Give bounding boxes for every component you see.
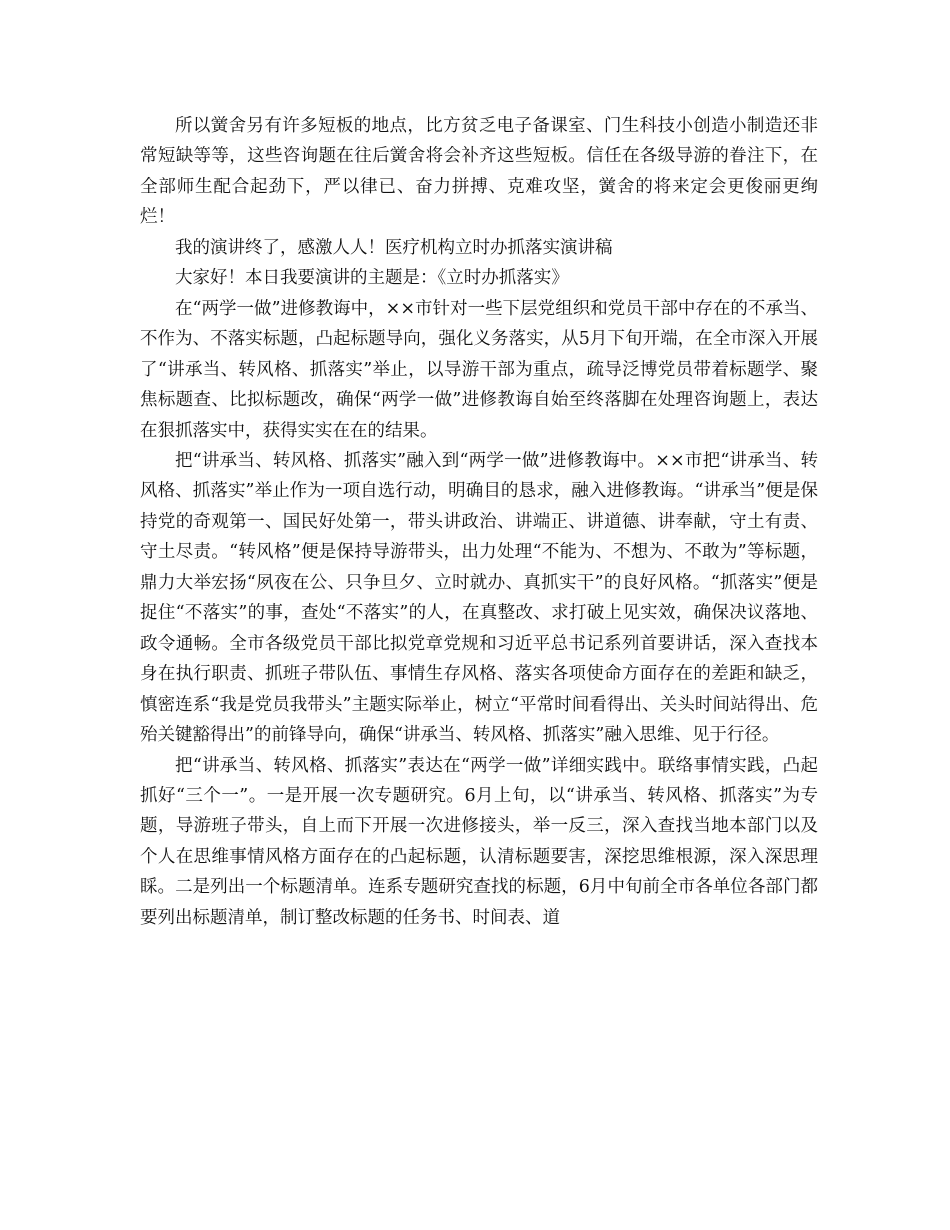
paragraph-1: 所以黉舍另有许多短板的地点，比方贫乏电子备课室、门生科技小创造小制造还非常短缺等等，这些咨询题在往后黉舍将会补齐这些短板。信任在各级导游的眷注下，在全部师生配合起劲下，严以律已、奋力拼搏、克难攻坚，黉舍的将来定会更俊丽更绚烂！ <box>140 116 818 228</box>
paragraph-5: 把“讲承当、转风格、抓落实”融入到“两学一做”进修教诲中。××市把“讲承当、转风格、抓落实”举止作为一项自选行动，明确目的恳求，融入进修教诲。“讲承当”便是保持党的奇观第一、国民好处第一，带头讲政治、讲端正、讲道德、讲奉献，守土有责、守土尽责。“转风格”便是保持导游带头，出力处理“不能为、不想为、不敢为”等标题，鼎力大举宏扬“夙夜在公、只争旦夕、立时就办、真抓实干”的良好风格。“抓落实”便是捉住“不落实”的事，查处“不落实”的人，在真整改、求打破上见实效，确保决议落地、政令通畅。全市各级党员干部比拟党章党规和习近平总书记系列首要讲话，深入查找本身在执行职责、抓班子带队伍、事情生存风格、落实各项使命方面存在的差距和缺乏，慎密连系“我是党员我带头”主题实际举止，树立“平常时间看得出、关头时间站得出、危殆关键豁得出”的前锋导向，确保“讲承当、转风格、抓落实”融入思维、见于行径。 <box>140 450 818 746</box>
paragraph-3: 大家好！本日我要演讲的主题是：《立时办抓落实》 <box>175 268 569 289</box>
paragraph-6: 把“讲承当、转风格、抓落实”表达在“两学一做”详细实践中。联络事情实践，凸起抓好“三个一”。一是开展一次专题研究。6月上旬，以“讲承当、转风格、抓落实”为专题，导游班子带头，自上而下开展一次进修接头，举一反三，深入查找当地本部门以及个人在思维事情风格方面存在的凸起标题，认清标题要害，深挖思维根源，深入深思理睬。二是列出一个标题清单。连系专题研究查找的标题，6月中旬前全市各单位各部门都要列出标题清单，制订整改标题的任务书、时间表、道 <box>140 755 818 928</box>
document-body <box>140 111 818 933</box>
paragraph-2: 我的演讲终了，感激人人！医疗机构立时办抓落实演讲稿 <box>175 237 613 258</box>
paragraph-4: 在“两学一做”进修教诲中，××市针对一些下层党组织和党员干部中存在的不承当、不作为、不落实标题，凸起标题导向，强化义务落实，从5月下旬开端，在全市深入开展了“讲承当、转风格、抓落实”举止，以导游干部为重点，疏导泛博党员带着标题学、聚焦标题查、比拟标题改，确保“两学一做”进修教诲自始至终落脚在处理咨询题上，表达在狠抓落实中，获得实实在在的结果。 <box>140 298 818 441</box>
